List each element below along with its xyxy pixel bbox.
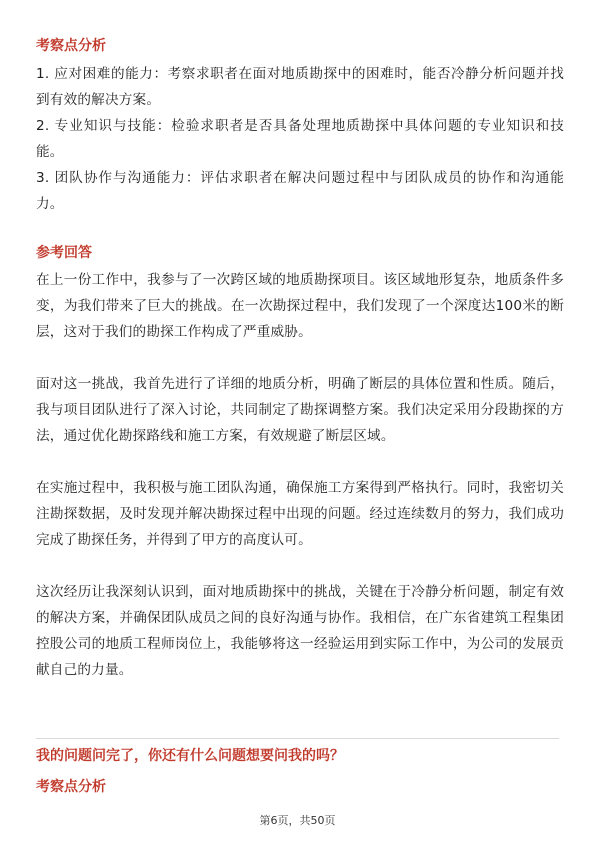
answer-paragraph-4: 这次经历让我深刻认识到，面对地质勘探中的挑战，关键在于冷静分析问题，制定有效的解决方案，并确保团队成员之间的良好沟通与协作。我相信，在广东省建筑工程集团控股公司的地质工程师岗位上，我能够将这一经验运用到实际工作中，为公司的发展贡献自己的力量。: [36, 584, 564, 678]
answer-paragraph-2: 面对这一挑战，我首先进行了详细的地质分析，明确了断层的具体位置和性质。随后，我与项目团队进行了深入讨论，共同制定了勘探调整方案。我们决定采用分段勘探的方法，通过优化勘探路线和施工方案，有效规避了断层区域。: [36, 376, 564, 444]
analysis-item-3: 3. 团队协作与沟通能力：评估求职者在解决问题过程中与团队成员的协作和沟通能力。: [36, 170, 564, 212]
section-heading-answer: 参考回答: [36, 245, 92, 261]
section-divider: [36, 738, 559, 739]
question-heading: 我的问题问完了，你还有什么问题想要问我的吗？: [36, 748, 344, 764]
page-number: 第6页，共50页: [259, 814, 336, 827]
answer-body: [36, 267, 564, 683]
analysis-list: [36, 61, 564, 217]
answer-paragraph-1: 在上一份工作中，我参与了一次跨区域的地质勘探项目。该区域地形复杂，地质条件多变，为我们带来了巨大的挑战。在一次勘探过程中，我们发现了一个深度达100米的断层，这对于我们的勘探工作构成了严重威胁。: [36, 272, 564, 340]
answer-paragraph-3: 在实施过程中，我积极与施工团队沟通，确保施工方案得到严格执行。同时，我密切关注勘探数据，及时发现并解决勘探过程中出现的问题。经过连续数月的努力，我们成功完成了勘探任务，并得到了甲方的高度认可。: [36, 480, 564, 548]
section-heading-analysis-2: 考察点分析: [36, 779, 106, 795]
analysis-item-2: 2. 专业知识与技能：检验求职者是否具备处理地质勘探中具体问题的专业知识和技能。: [36, 118, 564, 160]
section-heading-analysis: 考察点分析: [36, 38, 106, 54]
analysis-item-1: 1. 应对困难的能力：考察求职者在面对地质勘探中的困难时，能否冷静分析问题并找到有效的解决方案。: [36, 66, 564, 108]
